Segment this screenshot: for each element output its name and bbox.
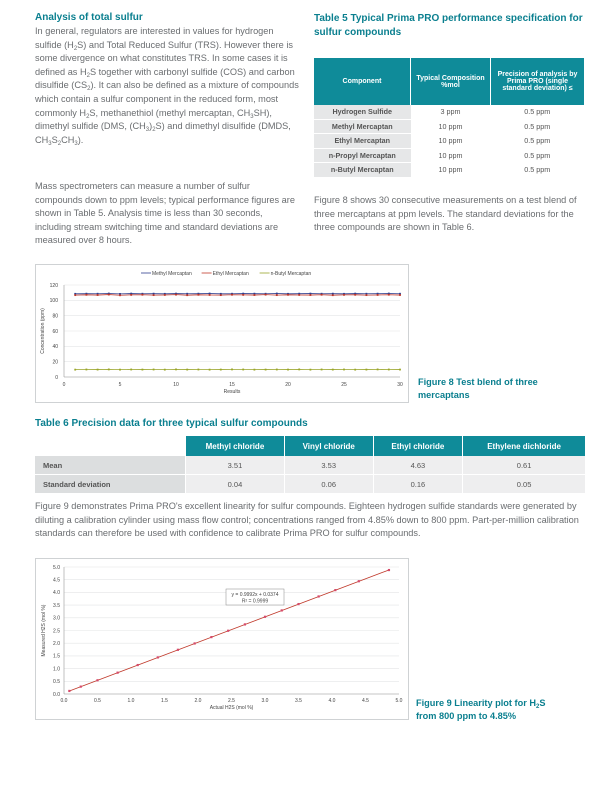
data-point	[86, 294, 88, 296]
table5-cell: 0.5 ppm	[491, 119, 585, 134]
data-point	[281, 609, 283, 611]
data-point	[153, 294, 155, 296]
data-point	[366, 294, 368, 296]
linearity-scatter-chart	[36, 559, 408, 719]
table5-cell: 0.5 ppm	[491, 105, 585, 119]
x-tick-label: 0	[62, 382, 66, 388]
data-point	[210, 636, 212, 638]
data-point	[318, 595, 320, 597]
data-point	[276, 369, 278, 371]
x-axis-label: Actual H2S (mol %)	[209, 705, 254, 711]
data-point	[343, 294, 345, 296]
intro-paragraph: In general, regulators are interested in values for hydrogen sulfide $(H_2S)$ and Total Reduced Sulfur (TRS). However there is some divergence on what constitutes TRS. In some cases it is defined as $H_2S$ together with carbonyl sulfide (COS) and carbon disulfide $(CS_2)$. It can also be defined as a mixture of compounds which contain a sulfur component in the reduced form, most commonly $H_2S$, methanethiol (methyl mercaptan, $CH_3SH$), dimethyl sulfide (DMS, $(CH_3)_2S$) and dimethyl disulfide (DMDS, $CH_3S_2CH_3$).	[35, 26, 299, 147]
data-point	[242, 369, 244, 371]
data-point	[244, 623, 246, 625]
x-tick-label: 25	[341, 382, 347, 388]
data-point	[209, 294, 211, 296]
y-tick-label: 2.5	[53, 628, 60, 635]
data-point	[164, 294, 166, 296]
data-point	[254, 369, 256, 371]
series-line	[75, 295, 400, 296]
data-point	[298, 294, 300, 296]
table6-cell: 0.61	[463, 456, 585, 475]
y-tick-label: 0.5	[53, 679, 60, 686]
data-point	[108, 294, 110, 296]
equation-label: y = 0.9992x + 0.0374	[231, 592, 279, 598]
table5-cell: 3 ppm	[411, 105, 491, 119]
x-tick-label: 3.5	[295, 698, 302, 704]
y-tick-label: 20	[52, 359, 58, 366]
data-point	[388, 569, 390, 571]
figure9-paragraph: Figure 9 demonstrates Prima PRO's excellent linearity for sulfur compounds. Eighteen hydrogen sulfide standards were generated by diluting a calibration cylinder using mass flow control; concentrations ranged from 4.85% down to 800 ppm. Part-per-million calibration standards can therefore be used with confidence to calibrate Prima PRO for sulfur compounds.	[35, 501, 579, 539]
data-point	[175, 369, 177, 371]
data-point	[157, 656, 159, 658]
table6-cell: 0.06	[284, 475, 373, 494]
x-tick-label: 0.5	[94, 698, 101, 704]
data-point	[164, 369, 166, 371]
data-point	[231, 294, 233, 296]
x-tick-label: 5	[118, 382, 122, 388]
data-point	[354, 369, 356, 371]
data-point	[265, 369, 267, 371]
table6-cell: 4.63	[373, 456, 463, 475]
table5-title: Table 5 Typical Prima PRO performance specification for sulfur compounds	[314, 13, 583, 38]
table5-row	[314, 163, 584, 178]
y-tick-label: 0.0	[53, 691, 60, 698]
table6-cell: 0.05	[463, 475, 585, 494]
y-tick-label: 5.0	[53, 564, 60, 571]
table5-cell: 10 ppm	[411, 163, 491, 178]
table5-cell: 10 ppm	[411, 148, 491, 163]
x-tick-label: 3.0	[261, 698, 269, 704]
table5-row	[314, 148, 584, 163]
table6	[35, 436, 585, 494]
data-point	[130, 369, 132, 371]
table6-row-label: Standard deviation	[35, 475, 186, 494]
data-point	[198, 369, 200, 371]
component-name: n-Butyl Mercaptan	[314, 163, 411, 178]
figure8-chart	[35, 264, 409, 403]
data-point	[343, 369, 345, 371]
y-axis-label: Measured H2S (mol %)	[41, 604, 47, 657]
table5-row	[314, 134, 584, 149]
section-heading: Analysis of total sulfur	[35, 12, 143, 23]
data-point	[142, 294, 144, 296]
table6-header: Ethyl chloride	[373, 436, 463, 456]
data-point	[97, 369, 99, 371]
data-point	[310, 294, 312, 296]
x-tick-label: 2.5	[228, 698, 235, 704]
table5-row	[314, 105, 584, 119]
data-point	[198, 294, 200, 296]
table5-header: Component	[314, 58, 411, 105]
x-tick-label: 2.0	[194, 698, 202, 704]
y-tick-label: 2.0	[53, 641, 60, 647]
data-point	[287, 369, 289, 371]
table6-title: Table 6 Precision data for three typical sulfur compounds	[35, 418, 308, 429]
x-tick-label: 0.0	[60, 698, 68, 704]
mercaptan-line-chart	[36, 265, 408, 402]
data-point	[97, 294, 99, 296]
table5-cell: 0.5 ppm	[491, 148, 585, 163]
component-name: Methyl Mercaptan	[314, 119, 411, 134]
x-tick-label: 10	[173, 382, 179, 388]
data-point	[80, 686, 82, 688]
data-point	[142, 369, 144, 371]
data-point	[186, 369, 188, 371]
data-point	[227, 630, 229, 632]
component-name: n-Propyl Mercaptan	[314, 148, 411, 163]
table6-row	[35, 475, 585, 494]
table6-cell: 0.04	[186, 475, 285, 494]
table5-header: Precision of analysis by Prima PRO (single standard deviation) ≤	[491, 58, 585, 105]
data-point	[231, 369, 233, 371]
data-point	[265, 294, 267, 296]
data-point	[264, 616, 266, 618]
table5-cell: 10 ppm	[411, 119, 491, 134]
component-name: Ethyl Mercaptan	[314, 134, 411, 149]
table6-row	[35, 456, 585, 475]
data-point	[399, 294, 401, 296]
data-point	[298, 369, 300, 371]
data-point	[74, 369, 76, 371]
x-tick-label: 30	[397, 382, 403, 388]
figure9-caption: Figure 9 Linearity plot for $H_2S$ from 800 ppm to 4.85%	[416, 698, 546, 721]
x-axis-label: Results	[223, 389, 241, 395]
data-point	[68, 690, 70, 692]
y-tick-label: 100	[49, 298, 58, 305]
figure9-chart	[35, 558, 409, 720]
table6-row-label: Mean	[35, 456, 186, 475]
x-tick-label: 1.5	[161, 698, 168, 704]
y-tick-label: 4.0	[53, 590, 60, 597]
data-point	[377, 294, 379, 296]
data-point	[366, 369, 368, 371]
component-name: Hydrogen Sulfide	[314, 105, 411, 119]
data-point	[220, 369, 222, 371]
x-tick-label: 4.5	[362, 698, 369, 704]
data-point	[276, 293, 278, 295]
data-point	[334, 589, 336, 591]
data-point	[287, 294, 289, 296]
data-point	[175, 294, 177, 296]
y-axis-label: Concentration (ppm)	[40, 308, 46, 354]
table5-cell: 0.5 ppm	[491, 134, 585, 149]
data-point	[276, 294, 278, 296]
y-tick-label: 1.0	[53, 666, 60, 673]
data-point	[332, 294, 334, 296]
data-point	[186, 294, 188, 296]
table6-cell: 0.16	[373, 475, 463, 494]
y-tick-label: 3.0	[53, 615, 60, 622]
y-tick-label: 80	[52, 313, 58, 320]
figure8-caption: Figure 8 Test blend of three mercaptans	[418, 377, 538, 400]
legend-label: n-Butyl Mercaptan	[270, 271, 312, 277]
data-point	[377, 369, 379, 371]
x-tick-label: 5.0	[395, 698, 403, 704]
data-point	[332, 293, 334, 295]
data-point	[153, 369, 155, 371]
figure8-intro-paragraph: Figure 8 shows 30 consecutive measurements on a test blend of three mercaptans at ppm levels. The standard deviations for the three compounds are shown in Table 6.	[314, 195, 577, 233]
data-point	[220, 294, 222, 296]
data-point	[321, 369, 323, 371]
data-point	[119, 369, 121, 371]
data-point	[74, 294, 76, 296]
r-squared-label: R² = 0.9999	[241, 598, 269, 605]
table5-cell: 0.5 ppm	[491, 163, 585, 178]
table6-cell: 3.53	[284, 456, 373, 475]
legend-label: Methyl Mercaptan	[152, 271, 192, 277]
data-point	[194, 642, 196, 644]
data-point	[108, 369, 110, 371]
y-tick-label: 0	[55, 374, 58, 381]
y-tick-label: 120	[49, 282, 58, 289]
data-point	[209, 369, 211, 371]
table5-header: Typical Composition %mol	[411, 58, 491, 105]
y-tick-label: 1.5	[53, 653, 60, 660]
table5	[314, 58, 584, 178]
data-point	[354, 294, 356, 296]
table6-header: Ethylene dichloride	[463, 436, 585, 456]
table5-row	[314, 119, 584, 134]
data-point	[254, 294, 256, 296]
data-point	[137, 664, 139, 666]
data-point	[332, 369, 334, 371]
y-tick-label: 60	[52, 328, 58, 335]
data-point	[388, 369, 390, 371]
table6-header: Vinyl chloride	[284, 436, 373, 456]
data-point	[130, 294, 132, 296]
data-point	[321, 294, 323, 296]
table6-header: Methyl chloride	[186, 436, 285, 456]
data-point	[177, 649, 179, 651]
data-point	[242, 294, 244, 296]
data-point	[310, 369, 312, 371]
data-point	[119, 294, 121, 296]
x-tick-label: 1.0	[127, 698, 135, 704]
y-tick-label: 3.5	[53, 602, 60, 609]
data-point	[297, 603, 299, 605]
data-point	[117, 672, 119, 674]
data-point	[96, 679, 98, 681]
data-point	[388, 294, 390, 296]
table5-cell: 10 ppm	[411, 134, 491, 149]
table6-header-empty	[35, 436, 186, 456]
y-tick-label: 4.5	[53, 577, 60, 584]
y-tick-label: 40	[52, 344, 58, 351]
x-tick-label: 15	[229, 382, 235, 388]
x-tick-label: 4.0	[328, 698, 336, 704]
data-point	[86, 369, 88, 371]
table6-cell: 3.51	[186, 456, 285, 475]
x-tick-label: 20	[285, 382, 291, 388]
data-point	[358, 580, 360, 582]
legend-label: Ethyl Mercaptan	[212, 271, 249, 277]
mass-spec-paragraph: Mass spectrometers can measure a number of sulfur compounds down to ppm levels; typical performance figures are shown in Table 5. Analysis time is less than 30 seconds, including stream switching time and standard deviations are measured over 8 hours.	[35, 181, 295, 246]
data-point	[399, 369, 401, 371]
